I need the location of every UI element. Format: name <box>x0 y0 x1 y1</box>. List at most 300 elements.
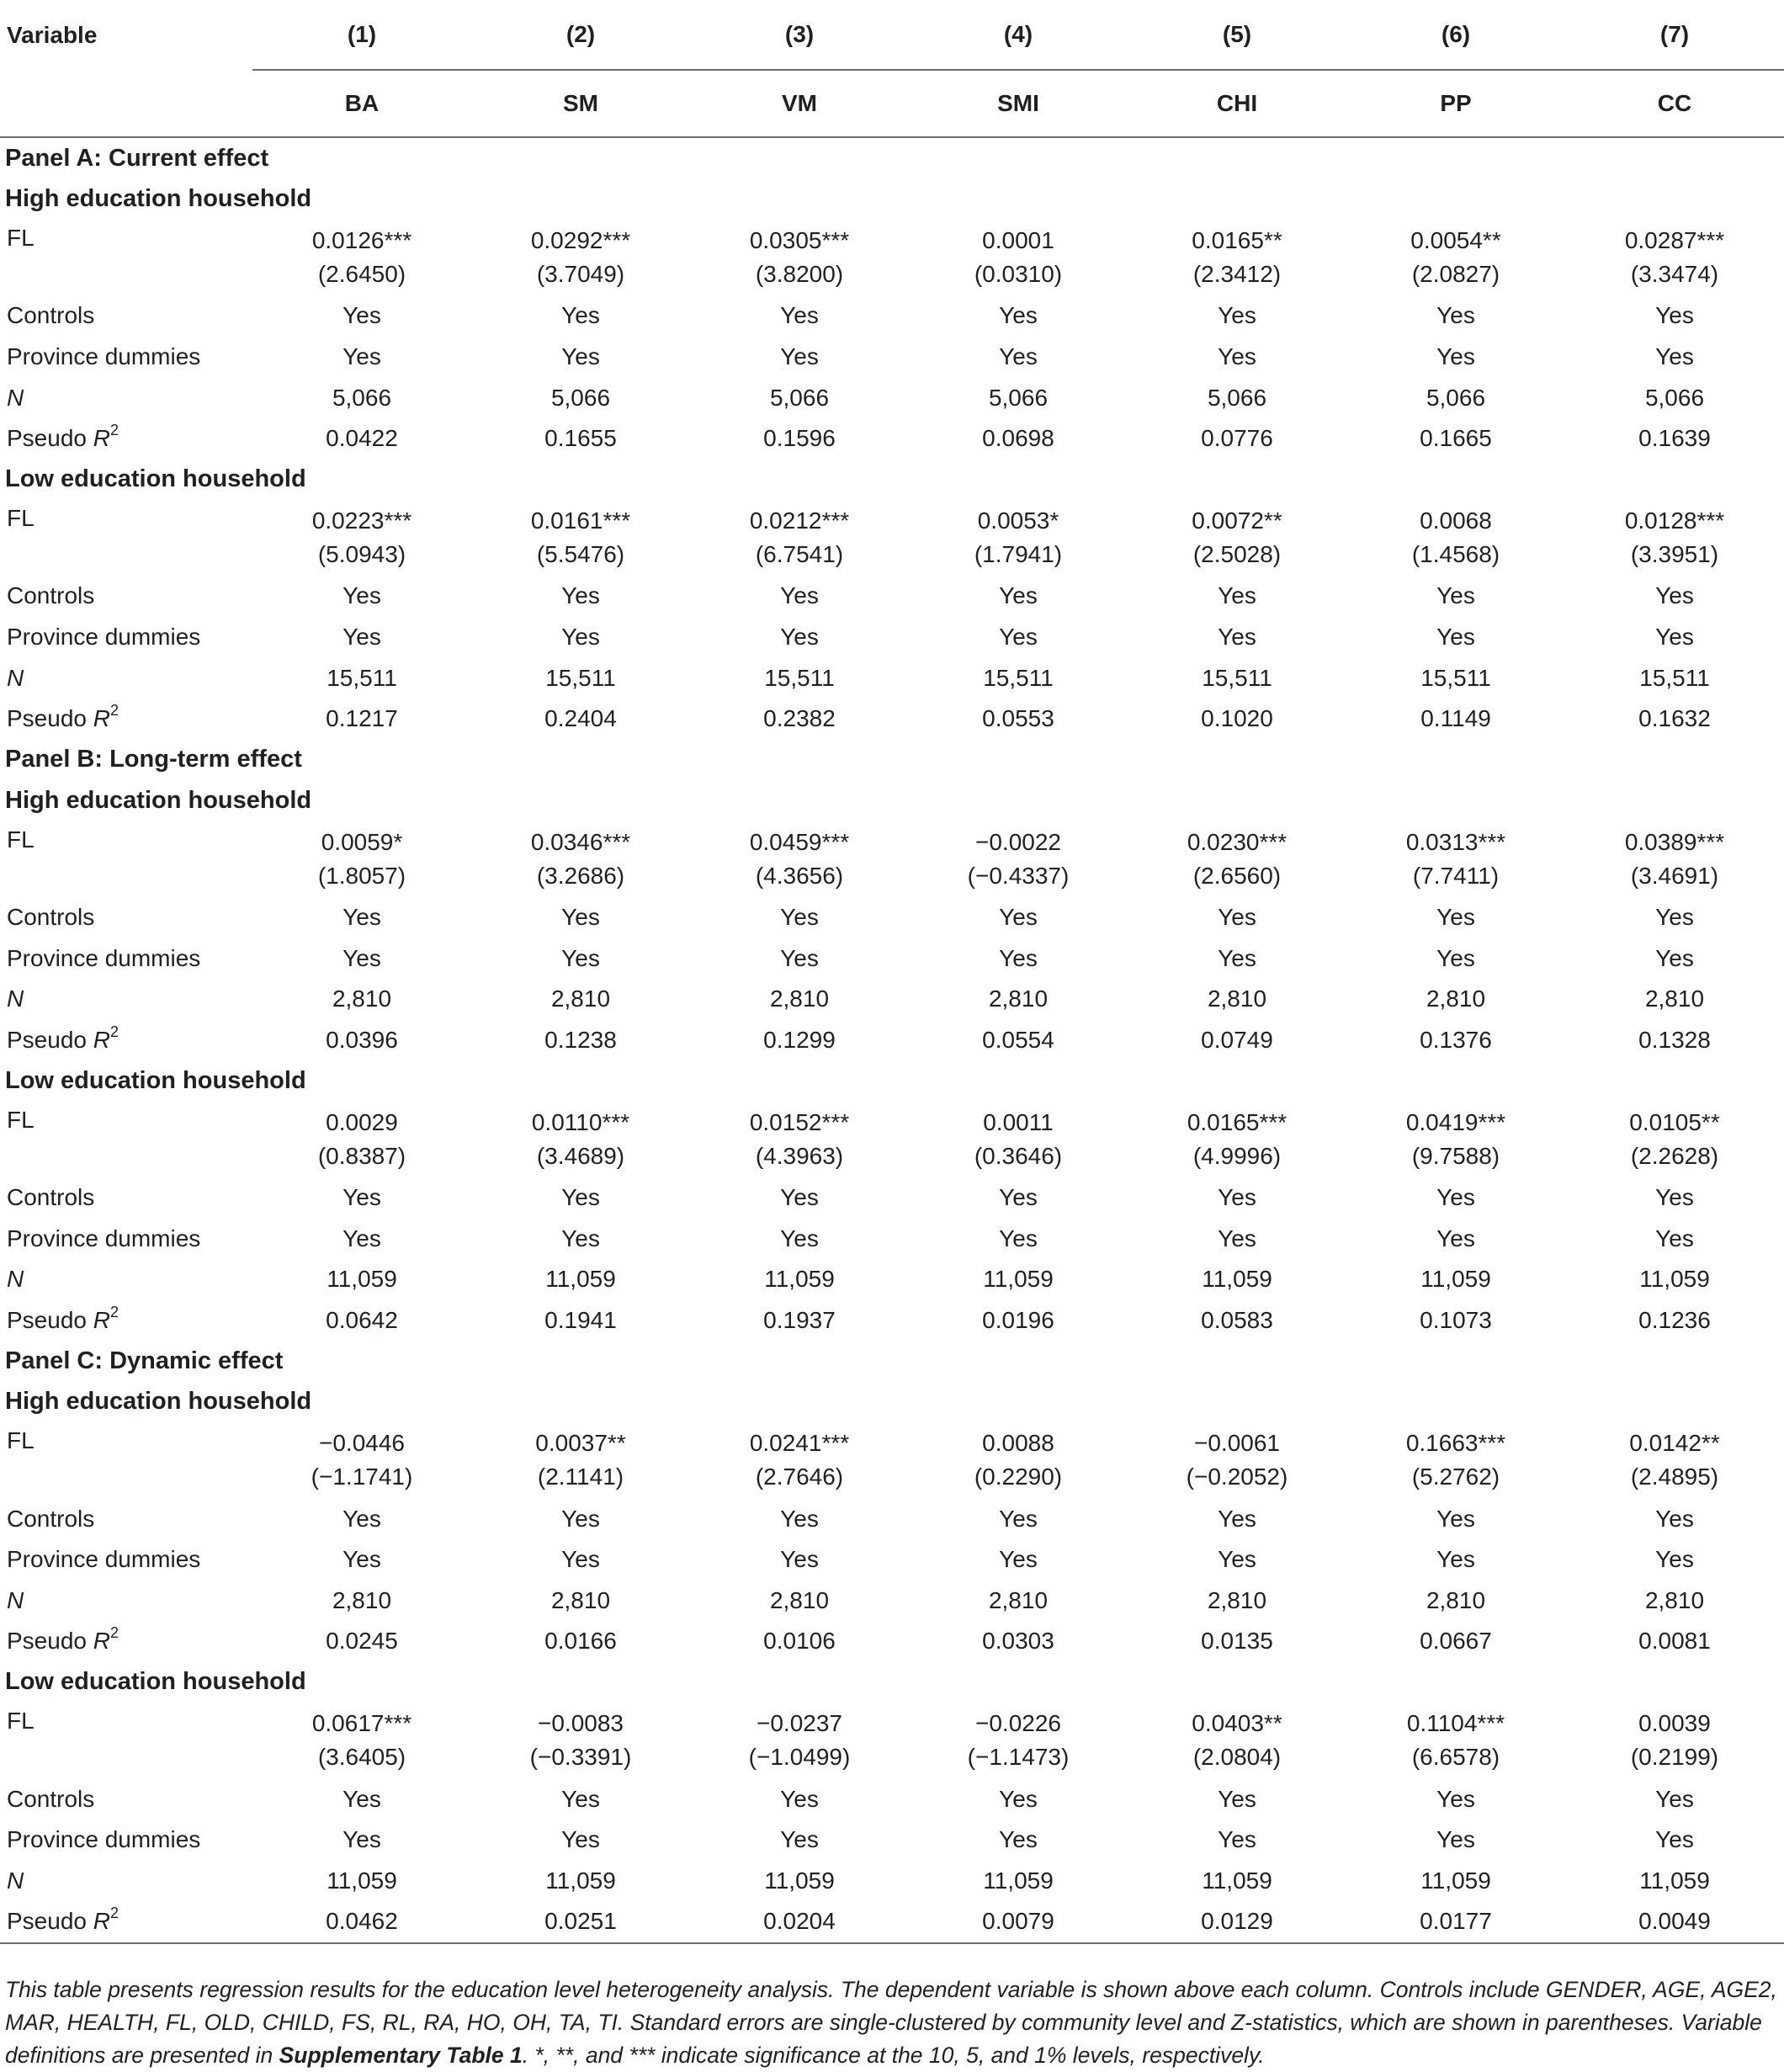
controls-value: Yes <box>1436 904 1475 931</box>
pseudo-r2-value: 0.0422 <box>326 425 398 452</box>
province-dummies-value: Yes <box>1218 343 1256 370</box>
coefficient-value: 0.0389*** <box>1624 828 1725 855</box>
pseudo-r: R <box>93 1306 110 1333</box>
province-dummies-value: Yes <box>780 343 819 370</box>
n-value: 11,059 <box>1202 1266 1272 1293</box>
fl-row <box>0 1703 1784 1778</box>
blank-header-cell <box>0 70 252 137</box>
coefficient-cell <box>471 1422 690 1498</box>
pseudo-r2-value: 0.1941 <box>544 1306 617 1333</box>
row-label-pseudo-r2 <box>0 1299 252 1341</box>
n-value: 2,810 <box>332 1586 392 1613</box>
pseudo-r2-row <box>0 1901 1784 1943</box>
controls-value: Yes <box>1436 1505 1475 1532</box>
n-value: 11,059 <box>1420 1266 1491 1293</box>
province-dummies-value: Yes <box>561 624 600 651</box>
coefficient-cell <box>252 500 471 576</box>
province-dummies-row <box>0 938 1784 979</box>
coefficient-value: 0.0617*** <box>311 1710 412 1737</box>
panel-header-row <box>0 137 1784 179</box>
n-value: 15,511 <box>764 664 835 691</box>
controls-value: Yes <box>999 1505 1038 1532</box>
coefficient-value: 0.0419*** <box>1405 1108 1506 1135</box>
coefficient-cell <box>1128 1703 1346 1778</box>
controls-value: Yes <box>999 302 1038 329</box>
province-dummies-value: Yes <box>1655 1225 1694 1251</box>
controls-value: Yes <box>999 1785 1038 1812</box>
controls-value: Yes <box>780 582 819 609</box>
z-statistic: (2.3412) <box>1192 261 1282 288</box>
coefficient-value: 0.0128*** <box>1624 507 1725 534</box>
province-dummies-value: Yes <box>1436 1225 1475 1251</box>
province-dummies-row <box>0 617 1784 658</box>
row-label: Controls <box>7 1505 95 1532</box>
province-dummies-value: Yes <box>780 624 819 651</box>
column-number: (5) <box>1128 0 1346 70</box>
controls-value: Yes <box>1655 302 1694 329</box>
coefficient-cell <box>909 1102 1128 1177</box>
coefficient-cell <box>1565 500 1784 576</box>
coefficient-value: 0.0287*** <box>1624 227 1725 254</box>
pseudo-r2-value: 0.2382 <box>763 705 836 732</box>
group-header-row <box>0 1060 1784 1102</box>
coefficient-value: 0.0126*** <box>311 227 412 254</box>
pseudo-r2-value: 0.0749 <box>1201 1026 1273 1053</box>
controls-row <box>0 576 1784 617</box>
z-statistic: (−1.1741) <box>311 1464 413 1490</box>
z-statistic: (4.3963) <box>755 1142 844 1169</box>
pseudo-r2-value: 0.0049 <box>1565 1901 1784 1943</box>
n-value: 11,059 <box>1639 1266 1710 1293</box>
pseudo-r2-value: 0.0177 <box>1346 1901 1565 1943</box>
n-value: 15,511 <box>545 664 616 691</box>
table-body <box>0 137 1784 1943</box>
n-value: 11,059 <box>545 1867 616 1894</box>
province-dummies-value: Yes <box>1436 944 1475 971</box>
coefficient-cell <box>690 1102 909 1177</box>
controls-value: Yes <box>342 1505 381 1532</box>
pseudo-r2-value: 0.0079 <box>909 1901 1128 1943</box>
group-header-row <box>0 179 1784 220</box>
controls-value: Yes <box>780 904 819 931</box>
controls-value: Yes <box>342 904 381 931</box>
coefficient-value: 0.1663*** <box>1405 1430 1506 1457</box>
province-dummies-value: Yes <box>1436 343 1475 370</box>
province-dummies-value: Yes <box>999 1546 1038 1573</box>
pseudo-r: R <box>93 705 110 732</box>
pseudo-sup: 2 <box>109 1624 119 1642</box>
pseudo-r2-value: 0.0776 <box>1201 425 1273 452</box>
coefficient-value: −0.0226 <box>975 1710 1061 1737</box>
province-dummies-value: Yes <box>1218 944 1256 971</box>
coefficient-value: −0.0446 <box>319 1430 405 1457</box>
z-statistic: (2.6560) <box>1192 862 1282 889</box>
n-row <box>0 377 1784 418</box>
pseudo-r2-value: 0.1020 <box>1201 705 1273 732</box>
n-value: 5,066 <box>332 384 392 411</box>
coefficient-cell <box>252 1703 471 1778</box>
z-statistic: (2.0827) <box>1411 261 1500 288</box>
n-row <box>0 1259 1784 1300</box>
coefficient-value: 0.0313*** <box>1405 828 1506 855</box>
province-dummies-value: Yes <box>999 1826 1038 1853</box>
pseudo-r2-value: 0.0396 <box>326 1026 398 1053</box>
row-label: Controls <box>7 904 95 931</box>
province-dummies-value: Yes <box>342 1225 381 1251</box>
controls-value: Yes <box>1655 1505 1694 1532</box>
pseudo-r: R <box>93 1908 110 1935</box>
n-value: 15,511 <box>1420 664 1491 691</box>
pseudo-r2-value: 0.0081 <box>1638 1628 1711 1655</box>
row-label-fl: FL <box>7 1106 35 1133</box>
pseudo-r2-row <box>0 699 1784 740</box>
n-value: 11,059 <box>983 1867 1054 1894</box>
coefficient-cell <box>252 1422 471 1498</box>
z-statistic: (4.3656) <box>755 862 844 889</box>
coefficient-cell <box>909 821 1128 897</box>
coefficient-value: 0.0223*** <box>311 507 412 534</box>
row-label-fl: FL <box>7 505 35 532</box>
coefficient-cell <box>1346 1422 1565 1498</box>
n-value: 5,066 <box>1644 384 1705 411</box>
controls-value: Yes <box>1655 582 1694 609</box>
coefficient-cell <box>1128 1422 1346 1498</box>
z-statistic: (2.1141) <box>537 1464 624 1490</box>
coefficient-cell <box>1128 821 1346 897</box>
z-statistic: (2.0804) <box>1192 1744 1282 1771</box>
header-row-names <box>0 70 1784 137</box>
z-statistic: (5.0943) <box>317 541 406 568</box>
controls-value: Yes <box>780 1785 819 1812</box>
controls-value: Yes <box>561 302 600 329</box>
z-statistic: (3.3474) <box>1630 261 1719 288</box>
row-label: Province dummies <box>7 1225 201 1251</box>
z-statistic: (−0.4337) <box>967 862 1070 889</box>
coefficient-value: 0.0292*** <box>530 227 631 254</box>
z-statistic: (1.7941) <box>974 541 1063 568</box>
coefficient-value: 0.0054** <box>1410 227 1501 254</box>
column-number: (4) <box>909 0 1128 70</box>
column-name: BA <box>252 70 471 137</box>
group-title: High education household <box>5 1388 312 1416</box>
z-statistic: (3.3951) <box>1630 541 1719 568</box>
coefficient-value: −0.0022 <box>975 828 1061 855</box>
coefficient-value: 0.0037** <box>535 1430 626 1457</box>
n-value: 11,059 <box>983 1266 1054 1293</box>
controls-row <box>0 1778 1784 1820</box>
province-dummies-value: Yes <box>1436 624 1475 651</box>
controls-value: Yes <box>1218 1505 1256 1532</box>
coefficient-value: 0.0029 <box>326 1108 398 1135</box>
pseudo-r2-value: 0.1632 <box>1638 705 1711 732</box>
z-statistic: (6.6578) <box>1411 1744 1500 1771</box>
z-statistic: (5.5476) <box>536 541 625 568</box>
row-label-fl: FL <box>7 1427 35 1454</box>
pseudo-r2-value: 0.0135 <box>1201 1628 1273 1655</box>
province-dummies-value: Yes <box>999 1225 1038 1251</box>
controls-value: Yes <box>342 582 381 609</box>
pseudo-r2-value: 0.0303 <box>982 1628 1054 1655</box>
province-dummies-value: Yes <box>999 944 1038 971</box>
pseudo-prefix: Pseudo <box>7 1628 93 1655</box>
province-dummies-value: Yes <box>780 944 819 971</box>
z-statistic: (7.7411) <box>1412 862 1500 889</box>
z-statistic: (9.7588) <box>1411 1142 1500 1169</box>
pseudo-r2-value: 0.1073 <box>1420 1306 1492 1333</box>
controls-row <box>0 897 1784 938</box>
coefficient-cell <box>1128 220 1346 295</box>
n-value: 2,810 <box>550 986 611 1012</box>
province-dummies-value: Yes <box>1655 1546 1694 1573</box>
province-dummies-value: Yes <box>780 1546 819 1573</box>
n-value: 5,066 <box>1207 384 1267 411</box>
controls-value: Yes <box>342 302 381 329</box>
controls-value: Yes <box>999 582 1038 609</box>
group-title: Low education household <box>5 1668 306 1696</box>
coefficient-value: 0.0403** <box>1192 1710 1282 1737</box>
row-label-pseudo-r2 <box>0 1621 252 1662</box>
column-name: VM <box>690 70 909 137</box>
coefficient-value: 0.0072** <box>1192 507 1282 534</box>
controls-value: Yes <box>561 1183 600 1210</box>
row-label-pseudo-r2 <box>0 699 252 740</box>
province-dummies-value: Yes <box>342 624 381 651</box>
pseudo-sup: 2 <box>109 1905 119 1922</box>
footnote-text: This table presents regression results for the education level heterogeneity analysis. The dependent variable is shown above each column. Controls include GENDER, AGE, AGE2, MAR, HEALTH, FL, OLD, CHILD, FS, RL, RA, HO, OH, TA, TI. Standard errors are single-clustered by community level and Z-statistics, which are shown in parentheses. Variable definitions are presented in <box>5 1976 1777 2068</box>
coefficient-value: 0.0001 <box>982 227 1054 254</box>
row-label-fl: FL <box>7 826 35 853</box>
pseudo-r: R <box>93 1628 110 1655</box>
province-dummies-value: Yes <box>1655 343 1694 370</box>
coefficient-value: 0.0053* <box>977 507 1059 534</box>
variable-header: Variable <box>7 21 98 48</box>
controls-value: Yes <box>999 904 1038 931</box>
coefficient-cell <box>1346 220 1565 295</box>
z-statistic: (1.8057) <box>317 862 406 889</box>
controls-value: Yes <box>1218 1785 1256 1812</box>
n-value: 2,810 <box>769 1586 830 1613</box>
n-value: 2,810 <box>332 986 392 1012</box>
n-value: 2,810 <box>1207 986 1267 1012</box>
z-statistic: (0.3646) <box>974 1142 1063 1169</box>
n-value: 11,059 <box>764 1867 835 1894</box>
coefficient-cell <box>1565 220 1784 295</box>
n-value: 11,059 <box>327 1867 397 1894</box>
n-value: 11,059 <box>1639 1867 1710 1894</box>
province-dummies-value: Yes <box>561 1225 600 1251</box>
coefficient-cell <box>1346 821 1565 897</box>
controls-value: Yes <box>1218 1183 1256 1210</box>
controls-value: Yes <box>342 1785 381 1812</box>
row-label-pseudo-r2 <box>0 1020 252 1061</box>
row-label: Controls <box>7 1183 95 1210</box>
coefficient-cell <box>909 220 1128 295</box>
pseudo-r2-value: 0.1238 <box>544 1026 617 1053</box>
province-dummies-value: Yes <box>1436 1546 1475 1573</box>
row-label: Controls <box>7 302 95 329</box>
controls-value: Yes <box>780 1505 819 1532</box>
n-value: 2,810 <box>1426 986 1486 1012</box>
coefficient-value: 0.0110*** <box>531 1108 630 1135</box>
coefficient-value: 0.0105** <box>1629 1108 1720 1135</box>
controls-row <box>0 1498 1784 1539</box>
province-dummies-value: Yes <box>561 944 600 971</box>
controls-value: Yes <box>561 1505 600 1532</box>
table-footnote <box>5 1974 1777 2072</box>
province-dummies-value: Yes <box>1655 1826 1694 1853</box>
coefficient-cell <box>471 220 690 295</box>
pseudo-prefix: Pseudo <box>7 1306 93 1333</box>
z-statistic: (1.4568) <box>1411 541 1500 568</box>
province-dummies-row <box>0 337 1784 378</box>
province-dummies-row <box>0 1539 1784 1581</box>
pseudo-sup: 2 <box>109 422 119 439</box>
row-label: Province dummies <box>7 1826 201 1853</box>
controls-value: Yes <box>1218 582 1256 609</box>
column-name: CHI <box>1128 70 1346 137</box>
pseudo-r2-value: 0.0204 <box>690 1901 909 1943</box>
pseudo-r2-value: 0.1376 <box>1420 1026 1492 1053</box>
controls-value: Yes <box>780 1183 819 1210</box>
controls-row <box>0 1177 1784 1219</box>
column-number: (1) <box>252 0 471 70</box>
n-value: 5,066 <box>550 384 611 411</box>
controls-value: Yes <box>1218 302 1256 329</box>
z-statistic: (5.2762) <box>1411 1464 1500 1490</box>
coefficient-value: 0.0039 <box>1638 1710 1711 1737</box>
pseudo-r2-row <box>0 1621 1784 1662</box>
row-label: Province dummies <box>7 624 201 651</box>
z-statistic: (2.2628) <box>1630 1142 1719 1169</box>
n-row <box>0 1580 1784 1621</box>
pseudo-r2-value: 0.1937 <box>763 1306 836 1333</box>
coefficient-cell <box>1128 1102 1346 1177</box>
coefficient-cell <box>471 821 690 897</box>
coefficient-cell <box>909 1422 1128 1498</box>
pseudo-r2-value: 0.1596 <box>763 425 836 452</box>
n-value: 2,810 <box>988 1586 1049 1613</box>
footnote-text-end: . *, **, and *** indicate significance at the 10, 5, and 1% levels, respectively. <box>522 2042 1265 2068</box>
pseudo-r2-value: 0.1639 <box>1638 425 1711 452</box>
pseudo-r2-value: 0.1665 <box>1420 425 1492 452</box>
pseudo-r2-value: 0.0245 <box>326 1628 398 1655</box>
n-value: 11,059 <box>764 1266 835 1293</box>
fl-row <box>0 821 1784 897</box>
province-dummies-value: Yes <box>342 1826 381 1853</box>
n-value: 5,066 <box>1426 384 1486 411</box>
coefficient-value: 0.0165*** <box>1187 1108 1288 1135</box>
n-value: 2,810 <box>769 986 830 1012</box>
province-dummies-value: Yes <box>342 944 381 971</box>
z-statistic: (−0.2052) <box>1186 1464 1288 1490</box>
pseudo-r2-value: 0.0642 <box>326 1306 398 1333</box>
n-value: 5,066 <box>769 384 830 411</box>
pseudo-r2-value: 0.0554 <box>982 1026 1054 1053</box>
pseudo-r2-value: 0.1236 <box>1638 1306 1711 1333</box>
coefficient-cell <box>471 500 690 576</box>
z-statistic: (−1.1473) <box>967 1744 1070 1771</box>
pseudo-r2-value: 0.0553 <box>982 705 1054 732</box>
coefficient-value: 0.0059* <box>321 828 403 855</box>
pseudo-r: R <box>93 1026 110 1053</box>
province-dummies-value: Yes <box>1655 944 1694 971</box>
column-name: PP <box>1346 70 1565 137</box>
z-statistic: (2.4895) <box>1630 1464 1719 1490</box>
n-value: 15,511 <box>983 664 1054 691</box>
z-statistic: (0.2290) <box>974 1464 1063 1490</box>
row-label-pseudo-r2 <box>0 1901 252 1943</box>
province-dummies-value: Yes <box>561 343 600 370</box>
n-value: 11,059 <box>1420 1867 1491 1894</box>
pseudo-r2-value: 0.1299 <box>763 1026 836 1053</box>
controls-value: Yes <box>1436 1183 1475 1210</box>
fl-row <box>0 1422 1784 1498</box>
panel-title: Panel C: Dynamic effect <box>5 1347 284 1374</box>
controls-value: Yes <box>342 1183 381 1210</box>
row-label: N <box>7 1867 24 1894</box>
coefficient-cell <box>1346 500 1565 576</box>
controls-value: Yes <box>1655 904 1694 931</box>
coefficient-cell <box>1346 1102 1565 1177</box>
n-row <box>0 979 1784 1020</box>
province-dummies-value: Yes <box>561 1546 600 1573</box>
n-value: 11,059 <box>327 1266 397 1293</box>
coefficient-cell <box>690 220 909 295</box>
coefficient-value: 0.0068 <box>1420 507 1492 534</box>
province-dummies-row <box>0 1218 1784 1259</box>
controls-value: Yes <box>999 1183 1038 1210</box>
coefficient-value: 0.0165** <box>1192 227 1282 254</box>
column-name: SMI <box>909 70 1128 137</box>
z-statistic: (3.2686) <box>536 862 625 889</box>
column-number: (3) <box>690 0 909 70</box>
pseudo-r2-value: 0.0667 <box>1420 1628 1492 1655</box>
province-dummies-value: Yes <box>342 343 381 370</box>
controls-value: Yes <box>1655 1785 1694 1812</box>
coefficient-cell <box>690 500 909 576</box>
column-number: (2) <box>471 0 690 70</box>
coefficient-cell <box>471 1102 690 1177</box>
controls-row <box>0 295 1784 337</box>
n-value: 15,511 <box>1202 664 1272 691</box>
coefficient-cell <box>1128 500 1346 576</box>
pseudo-r: R <box>93 425 110 452</box>
coefficient-cell <box>690 1703 909 1778</box>
pseudo-prefix: Pseudo <box>7 1908 93 1935</box>
coefficient-cell <box>690 821 909 897</box>
coefficient-cell <box>471 1703 690 1778</box>
z-statistic: (3.8200) <box>755 261 844 288</box>
pseudo-r2-value: 0.0166 <box>544 1628 617 1655</box>
controls-value: Yes <box>561 582 600 609</box>
n-value: 5,066 <box>988 384 1049 411</box>
controls-value: Yes <box>1436 302 1475 329</box>
coefficient-cell <box>252 821 471 897</box>
controls-value: Yes <box>1436 582 1475 609</box>
coefficient-value: 0.0161*** <box>530 507 631 534</box>
coefficient-value: 0.0305*** <box>749 227 850 254</box>
coefficient-cell <box>1565 821 1784 897</box>
row-label-pseudo-r2 <box>0 418 252 460</box>
province-dummies-value: Yes <box>1655 624 1694 651</box>
pseudo-sup: 2 <box>109 1303 119 1320</box>
province-dummies-value: Yes <box>561 1826 600 1853</box>
z-statistic: (2.7646) <box>755 1464 844 1490</box>
province-dummies-value: Yes <box>999 624 1038 651</box>
panel-header-row <box>0 1341 1784 1382</box>
row-label: N <box>7 1266 24 1293</box>
coefficient-cell <box>1346 1703 1565 1778</box>
